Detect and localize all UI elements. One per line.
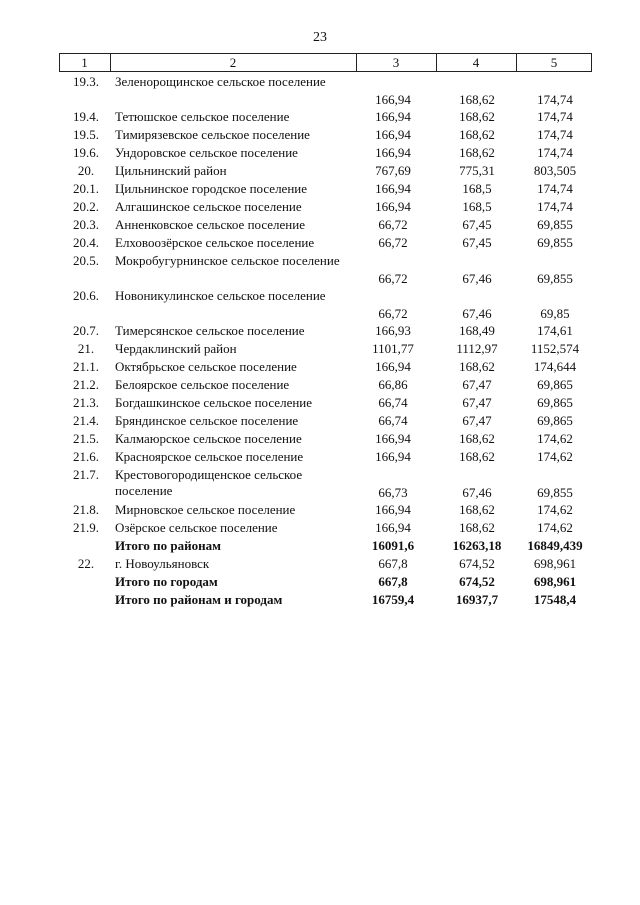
row-number: 20.3. [73,217,99,232]
row-number: 21.6. [73,449,99,464]
row-value-col3: 166,94 [375,127,411,142]
row-value-col5: 174,62 [537,520,573,535]
row-name: Тимерсянское сельское поселение [115,323,305,338]
row-name: Чердаклинский район [115,341,237,356]
row-value-col3: 66,72 [378,217,408,232]
row-name: Озёрское сельское поселение [115,520,278,535]
table-row [0,181,640,199]
table-row [0,556,640,574]
row-number: 20.1. [73,181,99,196]
row-value-col3: 166,94 [375,431,411,446]
page-number: 23 [313,30,327,45]
row-value-col3: 16759,4 [371,592,415,607]
row-value-col5: 16849,439 [527,538,583,553]
row-value-col4: 168,62 [459,127,495,142]
row-name: Итого по городам [115,574,218,589]
row-value-col5: 174,74 [537,92,573,107]
row-value-col5: 174,74 [537,145,573,160]
row-value-col3: 166,94 [375,92,411,107]
row-value-col5: 69,855 [537,217,573,232]
table-row [0,377,640,395]
row-number: 21.5. [73,431,99,446]
row-value-col4: 775,31 [459,163,495,178]
row-name: Ундоровское сельское поселение [115,145,298,160]
row-value-col3: 767,69 [375,163,411,178]
row-number: 21.1. [73,359,99,374]
row-value-col3: 667,8 [378,556,408,571]
row-value-col3: 166,94 [375,502,411,517]
row-value-col4: 168,62 [459,431,495,446]
row-value-col4: 168,49 [459,323,495,338]
row-name: Калмаюрское сельское поселение [115,431,302,446]
row-value-col5: 698,961 [533,574,577,589]
row-value-col4: 674,52 [459,574,495,589]
row-name: Итого по районам [115,538,221,553]
row-value-col4: 67,45 [462,217,492,232]
table-row [0,520,640,538]
row-name: Тетюшское сельское поселение [115,109,290,124]
row-value-col4: 168,5 [462,199,492,214]
row-value-col3: 166,94 [375,109,411,124]
table-row [0,538,640,556]
row-value-col5: 69,865 [537,395,573,410]
row-number: 21.2. [73,377,99,392]
table-row [0,574,640,592]
row-number: 20.4. [73,235,99,250]
row-value-col5: 698,961 [533,556,577,571]
row-value-col5: 69,855 [537,485,573,500]
row-number: 19.5. [73,127,99,142]
row-value-col3: 667,8 [378,574,408,589]
row-value-col3: 66,74 [378,395,408,410]
row-value-col5: 69,85 [540,306,570,321]
table-row [0,323,640,341]
row-name: Итого по районам и городам [115,592,283,607]
row-number: 21.7. [73,467,99,482]
row-value-col4: 67,46 [462,306,492,321]
header-col-3: 3 [392,55,400,70]
row-value-col5: 174,74 [537,109,573,124]
row-value-col4: 168,62 [459,520,495,535]
table-row [0,253,640,288]
row-value-col5: 174,74 [537,199,573,214]
row-value-col5: 69,855 [537,271,573,286]
row-name: Октябрьское сельское поселение [115,359,297,374]
table-row [0,395,640,413]
header-col-5: 5 [550,55,558,70]
header-col-2: 2 [229,55,237,70]
row-number: 21.8. [73,502,99,517]
table-body [0,74,640,610]
row-value-col5: 174,62 [537,431,573,446]
row-value-col5: 174,74 [537,181,573,196]
table-row [0,413,640,431]
row-value-col4: 1112,97 [456,341,498,356]
row-value-col4: 67,47 [462,413,492,428]
row-value-col4: 168,62 [459,359,495,374]
row-name: Красноярское сельское поселение [115,449,304,464]
row-value-col4: 67,46 [462,271,492,286]
row-number: 22. [77,556,95,571]
table-row [0,109,640,127]
row-number: 21.9. [73,520,99,535]
row-name: Цильнинское городское поселение [115,181,308,196]
row-number: 19.6. [73,145,99,160]
row-value-col4: 168,62 [459,145,495,160]
table-row [0,467,640,502]
row-value-col5: 69,855 [537,235,573,250]
row-number: 20.7. [73,323,99,338]
row-value-col4: 168,62 [459,92,495,107]
table-row [0,145,640,163]
row-value-col4: 67,47 [462,395,492,410]
row-name: Крестовогородищенское сельское поселение [115,467,303,498]
row-number: 21.3. [73,395,99,410]
row-value-col3: 66,74 [378,413,408,428]
row-value-col3: 16091,6 [371,538,415,553]
table-row [0,341,640,359]
row-name: Алгашинское сельское поселение [115,199,302,214]
row-value-col4: 67,46 [462,485,492,500]
row-value-col3: 66,72 [378,271,408,286]
table-row [0,127,640,145]
row-value-col4: 16263,18 [452,538,502,553]
row-value-col4: 67,47 [462,377,492,392]
row-name: Мокробугурнинское сельское поселение [115,253,340,268]
table-row [0,217,640,235]
table-row [0,288,640,323]
row-value-col3: 1101,77 [372,341,414,356]
row-name: Тимирязевское сельское поселение [115,127,310,142]
row-value-col4: 168,62 [459,502,495,517]
table-row [0,235,640,253]
row-value-col3: 166,94 [375,520,411,535]
row-value-col5: 174,62 [537,502,573,517]
table-header [59,53,592,72]
row-value-col4: 674,52 [459,556,495,571]
table-row [0,163,640,181]
table-row [0,74,640,109]
row-value-col3: 66,86 [378,377,408,392]
row-value-col3: 166,94 [375,359,411,374]
row-value-col3: 166,94 [375,181,411,196]
row-number: 19.3. [73,74,99,89]
row-number: 20.2. [73,199,99,214]
row-value-col3: 166,94 [375,145,411,160]
row-number: 21.4. [73,413,99,428]
row-value-col3: 66,72 [378,235,408,250]
row-value-col4: 168,62 [459,109,495,124]
row-value-col5: 174,644 [533,359,577,374]
row-name: Зеленорощинское сельское поселение [115,74,326,89]
row-number: 20.6. [73,288,99,303]
row-name: г. Новоульяновск [115,556,210,571]
table-row [0,199,640,217]
row-value-col5: 174,74 [537,127,573,142]
row-value-col3: 66,72 [378,306,408,321]
row-name: Цильнинский район [115,163,227,178]
header-col-1: 1 [81,55,88,70]
row-name: Бряндинское сельское поселение [115,413,299,428]
row-number: 21. [77,341,95,356]
row-number: 20.5. [73,253,99,268]
row-name: Белоярское сельское поселение [115,377,290,392]
row-value-col3: 66,73 [378,485,408,500]
row-value-col5: 69,865 [537,377,573,392]
table-row [0,431,640,449]
row-name: Богдашкинское сельское поселение [115,395,313,410]
row-value-col3: 166,93 [375,323,411,338]
table-row [0,449,640,467]
row-name: Мирновское сельское поселение [115,502,296,517]
row-name: Новоникулинское сельское поселение [115,288,326,303]
row-number: 20. [77,163,95,178]
table-row [0,592,640,610]
row-value-col5: 803,505 [533,163,577,178]
row-name: Анненковское сельское поселение [115,217,305,232]
row-value-col3: 166,94 [375,199,411,214]
row-value-col4: 168,5 [462,181,492,196]
row-value-col4: 16937,7 [455,592,499,607]
table-row [0,359,640,377]
row-value-col4: 67,45 [462,235,492,250]
row-value-col5: 1152,574 [530,341,580,356]
row-value-col5: 69,865 [537,413,573,428]
table-row [0,502,640,520]
row-value-col3: 166,94 [375,449,411,464]
row-value-col5: 174,62 [537,449,573,464]
row-value-col5: 17548,4 [533,592,577,607]
row-value-col5: 174,61 [537,323,573,338]
row-number: 19.4. [73,109,99,124]
header-col-4: 4 [472,55,480,70]
row-name: Елховоозёрское сельское поселение [115,235,315,250]
row-value-col4: 168,62 [459,449,495,464]
